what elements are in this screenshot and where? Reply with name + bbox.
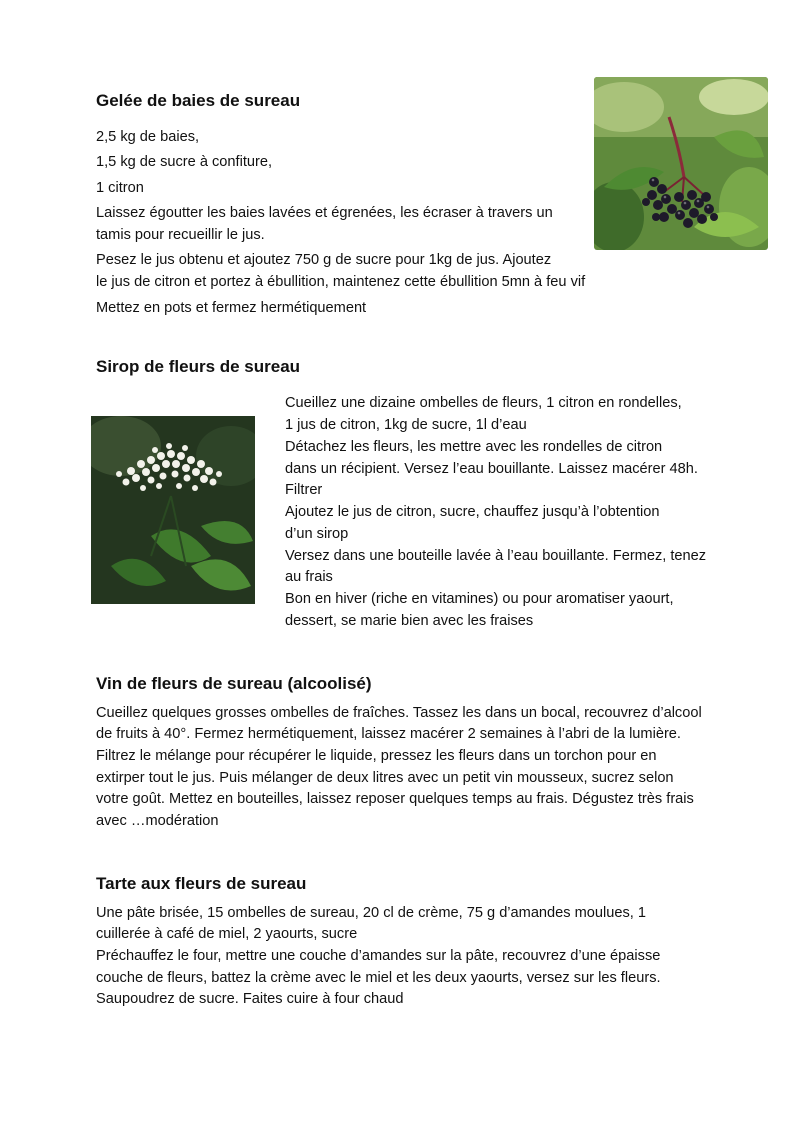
tarte-line: couche de fleurs, battez la crème avec le miel et les deux yaourts, versez sur les fleurs.: [96, 970, 661, 986]
section-title-vin: Vin de fleurs de sureau (alcoolisé): [96, 674, 372, 693]
section-title-tarte: Tarte aux fleurs de sureau: [96, 874, 307, 893]
section-title-gelee: Gelée de baies de sureau: [96, 91, 301, 110]
section-title-sirop: Sirop de fleurs de sureau: [96, 357, 301, 376]
gelee-line: 2,5 kg de baies,: [96, 129, 200, 145]
gelee-line: Mettez en pots et fermez hermétiquement: [96, 300, 367, 316]
elderberry-photo: [594, 77, 768, 250]
sirop-line: au frais: [285, 569, 333, 585]
gelee-line: Pesez le jus obtenu et ajoutez 750 g de sucre pour 1kg de jus. Ajoutez: [96, 252, 552, 268]
tarte-line: Une pâte brisée, 15 ombelles de sureau, 20 cl de crème, 75 g d’amandes moulues, 1: [96, 905, 647, 921]
gelee-line: 1,5 kg de sucre à confiture,: [96, 154, 273, 170]
gelee-line: 1 citron: [96, 180, 144, 196]
gelee-line: le jus de citron et portez à ébullition, maintenez cette ébullition 5mn à feu vif: [96, 274, 586, 290]
sirop-line: Bon en hiver (riche en vitamines) ou pour aromatiser yaourt,: [285, 591, 674, 607]
sirop-line: dans un récipient. Versez l’eau bouillante. Laissez macérer 48h.: [285, 461, 698, 477]
vin-line: de fruits à 40°. Fermez hermétiquement, laissez macérer 2 semaines à l’abri de la lumière.: [96, 726, 681, 742]
sirop-line: Ajoutez le jus de citron, sucre, chauffez jusqu’à l’obtention: [285, 504, 660, 520]
gelee-line: tamis pour recueillir le jus.: [96, 227, 265, 243]
sirop-line: Détachez les fleurs, les mettre avec les rondelles de citron: [285, 439, 663, 455]
gelee-line: Laissez égoutter les baies lavées et égrenées, les écraser à travers un: [96, 205, 553, 221]
vin-line: avec …modération: [96, 813, 219, 829]
sirop-line: Cueillez une dizaine ombelles de fleurs, 1 citron en rondelles,: [285, 395, 682, 411]
tarte-line: Saupoudrez de sucre. Faites cuire à four chaud: [96, 991, 404, 1007]
elderflower-photo: [91, 416, 255, 604]
vin-line: Filtrez le mélange pour récupérer le liquide, pressez les fleurs dans un torchon pour en: [96, 748, 657, 764]
vin-line: extirper tout le jus. Puis mélanger de deux litres avec un petit vin mousseux, sucrez selon: [96, 770, 674, 786]
tarte-line: Préchauffez le four, mettre une couche d’amandes sur la pâte, recouvrez d’une épaisse: [96, 948, 661, 964]
sirop-line: d’un sirop: [285, 526, 349, 542]
vin-line: votre goût. Mettez en bouteilles, laissez reposer quelques temps au frais. Dégustez très frais: [96, 791, 694, 807]
sirop-line: dessert, se marie bien avec les fraises: [285, 613, 534, 629]
sirop-line: Versez dans une bouteille lavée à l’eau bouillante. Fermez, tenez: [285, 548, 707, 564]
sirop-line: Filtrer: [285, 482, 323, 498]
tarte-line: cuillerée à café de miel, 2 yaourts, sucre: [96, 926, 358, 942]
vin-line: Cueillez quelques grosses ombelles de fraîches. Tassez les dans un bocal, recouvrez d’alcool: [96, 705, 702, 721]
sirop-line: 1 jus de citron, 1kg de sucre, 1l d’eau: [285, 417, 527, 433]
